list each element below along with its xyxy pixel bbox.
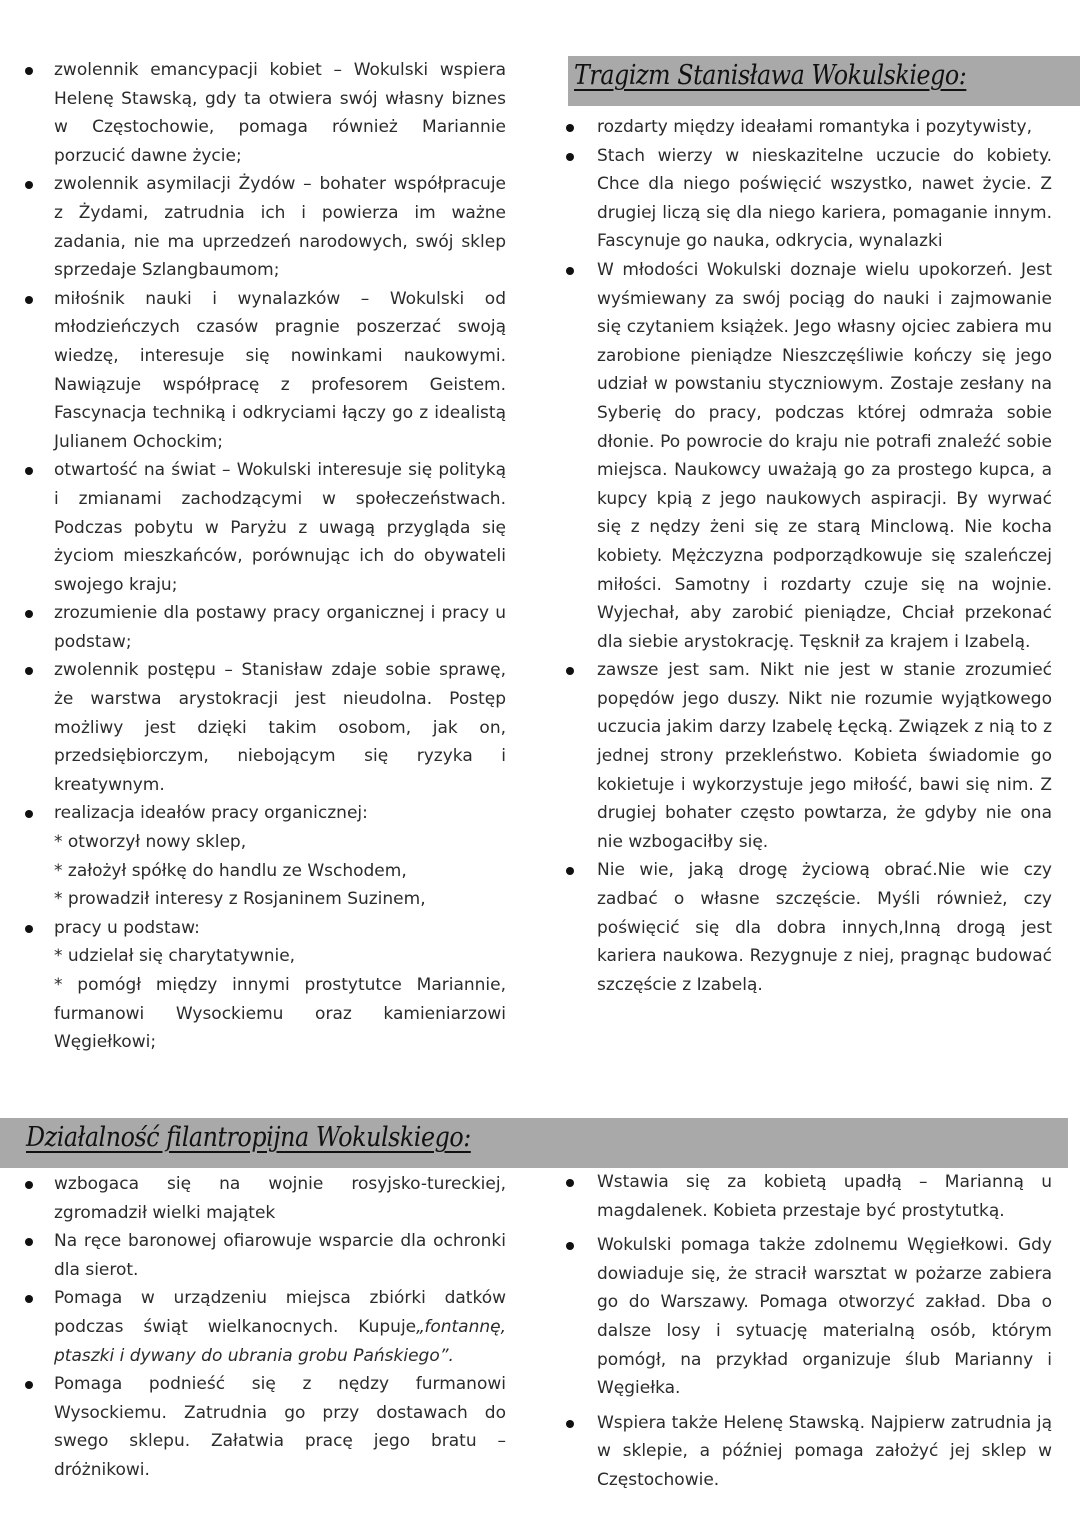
sub-item: * prowadził interesy z Rosjaninem Suzinem, bbox=[54, 889, 426, 910]
heading-title: Tragizm Stanisława Wokulskiego: bbox=[574, 60, 967, 91]
list-item: zrozumienie dla postawy pracy organicznej i pracy u podstaw; bbox=[22, 599, 506, 656]
list-item: Wstawia się za kobietą upadłą – Marianną u magdalenek. Kobieta przestaje być prostytutką. bbox=[562, 1168, 1052, 1225]
quote-text: „fontannę, ptaszki i dywany do ubrania grobu Pańskiego”. bbox=[54, 1316, 506, 1366]
list-item: Wspiera także Helenę Stawską. Najpierw zatrudnia ją w sklepie, a później pomaga założyć jej sklep w Częstochowie. bbox=[562, 1409, 1052, 1495]
list-item: Na ręce baronowej ofiarowuje wsparcie dla ochronki dla sierot. bbox=[22, 1227, 506, 1284]
sub-item: * założył spółkę do handlu ze Wschodem, bbox=[54, 860, 407, 881]
sub-item: * udzielał się charytatywnie, bbox=[54, 946, 296, 967]
list-item: W młodości Wokulski doznaje wielu upokorzeń. Jest wyśmiewany za swój pociąg do nauki i zajmowanie się czytaniem książek. Jego własny ojciec zabiera mu zarobione pieniądze Nieszczęśliwie kończy się jego udział w powstaniu styczniowym. Zostaje zesłany na Syberię do pracy, podczas której odmraża sobie dłonie. Po powrocie do kraju nie potrafi znaleźć sobie miejsca. Naukowcy uważają go za prostego kupca, a kupcy kpią z jego naukowych aspiracji. By wyrwać się z nędzy żeni się ze starą Minclową. Nie kocha kobiety. Mężczyzna podporządkowuje się szaleńczej miłości. Samotny i rozdarty czuje się na wojnie. Wyjechał, aby zarobić pieniądze, Chciał przekonać dla siebie arystokrację. Tęsknił za krajem i Izabelą. bbox=[562, 256, 1052, 656]
list-item: Stach wierzy w nieskazitelne uczucie do kobiety. Chce dla niego poświęcić wszystko, nawet życie. Z drugiej liczą się dla niego kariera, pomaganie innym. Fascynuje go nauka, odkrycia, wynalazki bbox=[562, 142, 1052, 256]
traits-list bbox=[22, 56, 506, 1057]
list-item: Nie wie, jaką drogę życiową obrać.Nie wie czy zadbać o własne szczęście. Myśli również, czy poświęcić się dla dobra innych,Inną drogą jest kariera naukowa. Rezygnuje z niej, pragnąc budować szczęście z Izabelą. bbox=[562, 856, 1052, 999]
list-item: miłośnik nauki i wynalazków – Wokulski od młodzieńczych czasów pragnie poszerzać swoją wiedzę, interesuje się nowinkami naukowymi. Nawiązuje współpracę z profesorem Geistem. Fascynacja techniką i odkryciami łączy go z idealistą Julianem Ochockim; bbox=[22, 285, 506, 457]
philanthropy-list-left bbox=[22, 1170, 506, 1485]
sub-item: * pomógł między innymi prostytutce Mariannie, furmanowi Wysockiemu oraz kamieniarzowi Węgiełkowi; bbox=[54, 975, 506, 1053]
left-bottom-column bbox=[22, 1170, 506, 1485]
list-item: zwolennik postępu – Stanisław zdaje sobie sprawę, że warstwa arystokracji jest nieudolna. Postęp możliwy jest dzięki takim osobom, jak on, przedsiębiorczym, niebojącym się ryzyka i kreatywnym. bbox=[22, 656, 506, 799]
section-heading-tragizm bbox=[568, 56, 1080, 106]
heading-title: Działalność filantropijna Wokulskiego: bbox=[26, 1122, 471, 1153]
list-item: realizacja ideałów pracy organicznej: * otworzył nowy sklep, * założył spółkę do handlu ze Wschodem, * prowadził interesy z Rosjaninem Suzinem, bbox=[22, 799, 506, 913]
list-item: zwolennik asymilacji Żydów – bohater współpracuje z Żydami, zatrudnia ich i powierza im ważne zadania, nie ma uprzedzeń narodowych, swój sklep sprzedaje Szlangbaumom; bbox=[22, 170, 506, 284]
list-item: rozdarty między ideałami romantyka i pozytywisty, bbox=[562, 113, 1052, 142]
list-item: zwolennik emancypacji kobiet – Wokulski wspiera Helenę Stawską, gdy ta otwiera swój własny biznes w Częstochowie, pomaga również Mariannie porzucić dawne życie; bbox=[22, 56, 506, 170]
section-heading-dzialalnosc bbox=[0, 1118, 1068, 1168]
list-item: Wokulski pomaga także zdolnemu Węgiełkowi. Gdy dowiaduje się, że stracił warsztat w pożarze zabiera go do Warszawy. Pomaga otworzyć zakład. Dba o dalsze losy i sytuację materialną osób, którym pomógł, na przykład organizuje ślub Marianny i Węgiełka. bbox=[562, 1231, 1052, 1403]
list-item: Pomaga podnieść się z nędzy furmanowi Wysockiemu. Zatrudnia go przy dostawach do swego sklepu. Załatwia pracę jego bratu – dróżnikowi. bbox=[22, 1370, 506, 1484]
list-item: otwartość na świat – Wokulski interesuje się polityką i zmianami zachodzącymi w społeczeństwach. Podczas pobytu w Paryżu z uwagą przygląda się życiom mieszkańców, porównując ich do obywateli swojego kraju; bbox=[22, 456, 506, 599]
left-top-column bbox=[22, 56, 506, 1057]
list-item: zawsze jest sam. Nikt nie jest w stanie zrozumieć popędów jego duszy. Nikt nie rozumie wyjątkowego uczucia jakim darzy Izabelę Łęcką. Związek z nią to z jednej strony przekleństwo. Kobieta świadomie go kokietuje i wykorzystuje jego miłość, bawi się nim. Z drugiej bohater często powtarza, że gdyby nie ona nie wzbogaciłby się. bbox=[562, 656, 1052, 856]
philanthropy-list-right bbox=[562, 1168, 1052, 1495]
list-item: Pomaga w urządzeniu miejsca zbiórki datków podczas świąt wielkanocnych. Kupuje„fontannę, ptaszki i dywany do ubrania grobu Pańskiego”. bbox=[22, 1284, 506, 1370]
list-item: wzbogaca się na wojnie rosyjsko-tureckiej, zgromadził wielki majątek bbox=[22, 1170, 506, 1227]
right-bottom-column bbox=[562, 1168, 1052, 1501]
sub-item: * otworzył nowy sklep, bbox=[54, 832, 247, 853]
right-top-column bbox=[562, 113, 1052, 999]
list-item: pracy u podstaw: * udzielał się charytatywnie, * pomógł między innymi prostytutce Mariannie, furmanowi Wysockiemu oraz kamieniarzowi Węgiełkowi; bbox=[22, 914, 506, 1057]
tragizm-list bbox=[562, 113, 1052, 999]
